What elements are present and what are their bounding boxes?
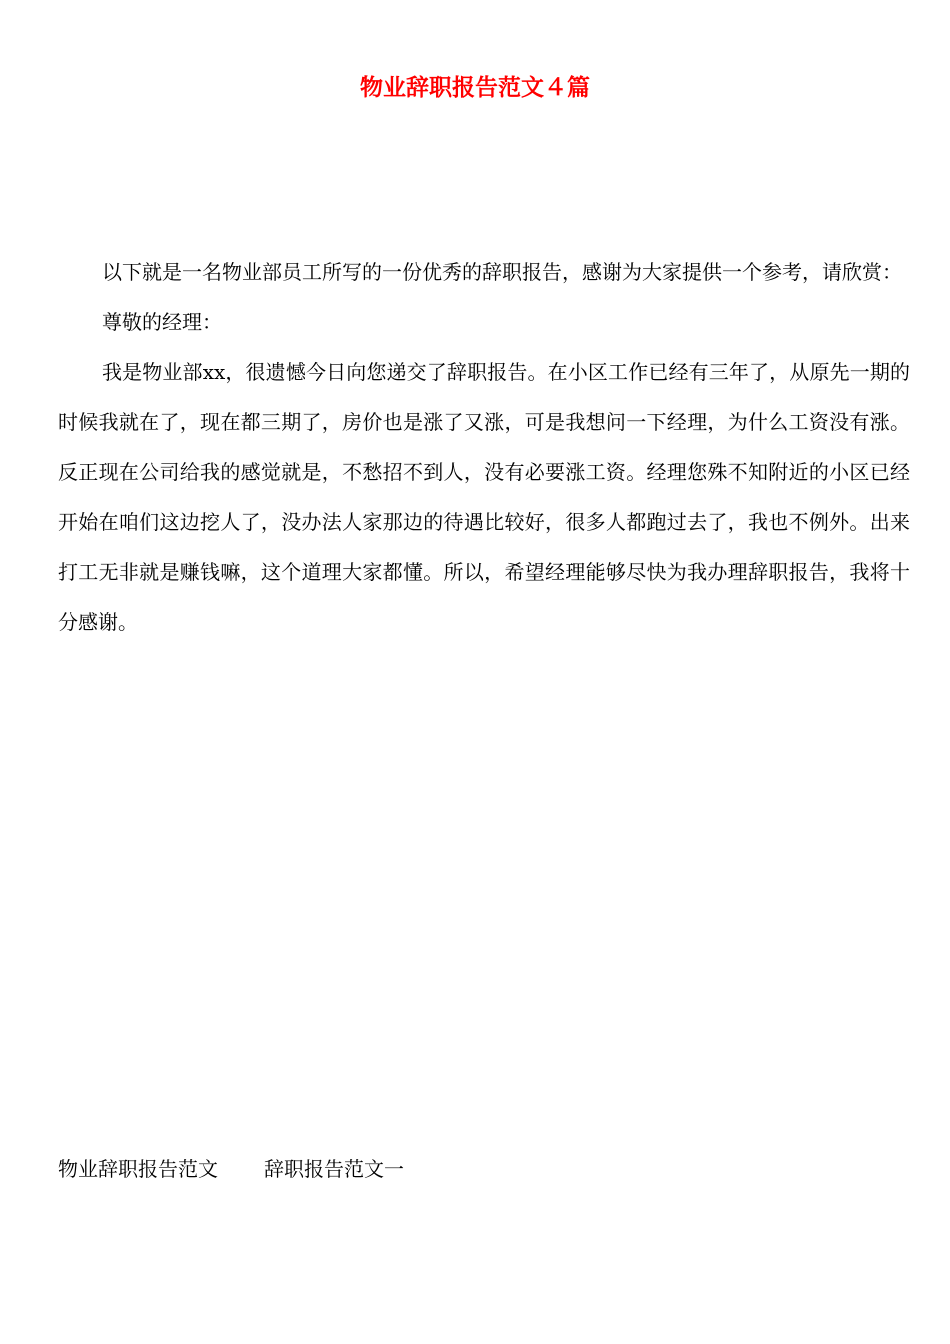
intro-paragraph: 以下就是一名物业部员工所写的一份优秀的辞职报告，感谢为大家提供一个参考，请欣赏：	[102, 260, 902, 284]
letter-body-paragraph: 我是物业部xx，很遗憾今日向您递交了辞职报告。在小区工作已经有三年了，从原先一期的时候我就在了，现在都三期了，房价也是涨了又涨，可是我想问一下经理，为什么工资没有涨。反正现在公司给我的感觉就是，不愁招不到人，没有必要涨工资。经理您殊不知附近的小区已经开始在咱们这边挖人了，没办法人家那边的待遇比较好，很多人都跑过去了，我也不例外。出来打工无非就是赚钱嘛，这个道理大家都懂。所以，希望经理能够尽快为我办理辞职报告，我将十分感谢。	[58, 360, 910, 634]
subheading-left: 物业辞职报告范文	[58, 1157, 218, 1181]
document-body	[58, 247, 910, 647]
subheading-right: 辞职报告范文一	[264, 1157, 404, 1181]
document-title: 物业辞职报告范文４篇	[360, 75, 590, 101]
salutation: 尊敬的经理：	[102, 310, 222, 334]
subheading-row	[58, 1144, 404, 1194]
